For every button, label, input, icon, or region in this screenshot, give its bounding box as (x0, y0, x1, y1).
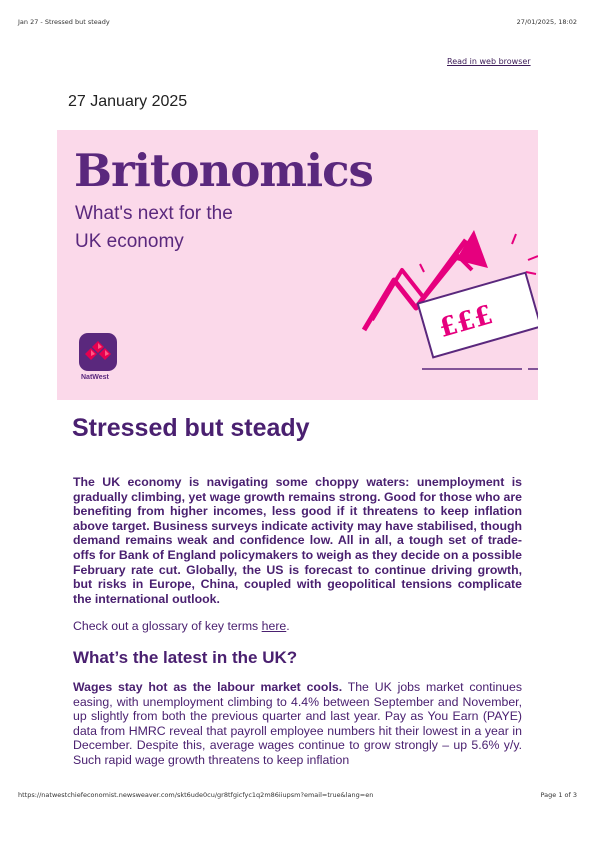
glossary-link[interactable]: here (261, 619, 287, 633)
article-title: Stressed but steady (72, 414, 310, 442)
newsletter-date: 27 January 2025 (68, 93, 188, 110)
hero-banner (57, 130, 538, 400)
read-in-browser-link[interactable]: Read in web browser (447, 57, 531, 66)
natwest-logo-icon (79, 333, 117, 371)
banner-tagline-line2: UK economy (75, 231, 184, 252)
natwest-logo-label: NatWest (81, 374, 109, 381)
rising-arrow-money-illustration (362, 220, 538, 370)
brand-title: Britonomics (74, 144, 373, 197)
paragraph-lead: Wages stay hot as the labour market cools. (73, 680, 343, 694)
glossary-prefix: Check out a glossary of key terms (73, 619, 262, 633)
paragraph-body: The UK jobs market continues easing, with unemployment climbing to 4.4% between September and November, up slightly from both the previous quarter and last year. Pay as You Earn (PAYE) data from HMRC reveal that payroll employee numbers hit their lowest in a year in December. Despite this, average wages continue to grow strongly – up 5.6% y/y. Such rapid wage growth threatens to keep inflation (73, 680, 522, 767)
glossary-suffix: . (286, 619, 290, 633)
intro-paragraph: The UK economy is navigating some choppy waters: unemployment is gradually climbing, yet wage growth remains strong. Good for those who are benefiting from higher incomes, less good if it threatens to keep inflation above target. Business surveys indicate activity may have stabilised, though demand remains weak and confidence low. All in all, a tough set of trade-offs for Bank of England policymakers to weigh as they decide on a possible February rate cut. Globally, the US is forecast to continue driving growth, but risks in Europe, China, coupled with geopolitical tensions complicate the international outlook. (73, 475, 522, 606)
section-heading: What’s the latest in the UK? (73, 648, 298, 667)
body-paragraph (73, 680, 522, 768)
banner-tagline-line1: What's next for the (75, 203, 233, 224)
pound-signs: £££ (435, 300, 497, 344)
print-header-timestamp: 27/01/2025, 18:02 (516, 18, 577, 26)
glossary-line (73, 619, 290, 633)
print-header-title: Jan 27 - Stressed but steady (18, 18, 110, 26)
print-footer-page: Page 1 of 3 (540, 791, 577, 799)
print-footer-url: https://natwestchiefeconomist.newsweaver.com/skt6ude0cu/gr8tfgicfyc1q2m86iiupsm?email=true&lang=en (18, 791, 374, 799)
